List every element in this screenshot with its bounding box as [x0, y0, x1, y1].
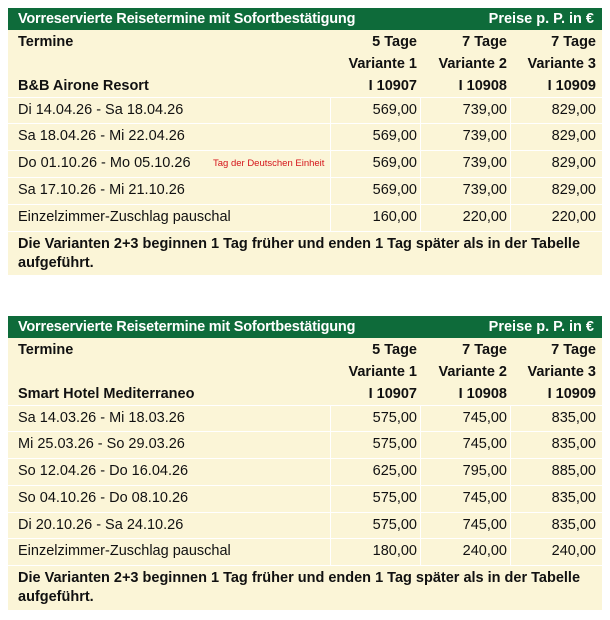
price-cell: 745,00 — [462, 410, 507, 426]
date-range: Mi 25.03.26 - So 29.03.26 — [18, 436, 185, 452]
hotel-name: B&B Airone Resort — [18, 78, 149, 94]
table-title: Vorreservierte Reisetermine mit Sofortbestätigung — [18, 319, 356, 335]
price-cell: 835,00 — [551, 517, 596, 533]
column-label-dates: Termine — [18, 342, 74, 358]
column-variant: Variante 3 — [527, 364, 596, 380]
table-row — [8, 485, 602, 512]
price-note: Preise p. P. in € — [488, 319, 594, 335]
date-range: Sa 14.03.26 - Mi 18.03.26 — [18, 410, 185, 426]
price-cell: 835,00 — [551, 410, 596, 426]
table-row — [8, 123, 602, 150]
row-divider — [8, 565, 602, 566]
price-cell: 739,00 — [462, 155, 507, 171]
date-range: So 04.10.26 - Do 08.10.26 — [18, 490, 189, 506]
surcharge-row — [8, 538, 602, 565]
price-cell: 745,00 — [462, 490, 507, 506]
column-code: I 10909 — [547, 78, 596, 94]
price-cell: 220,00 — [462, 209, 507, 225]
date-range: Di 14.04.26 - Sa 18.04.26 — [18, 102, 184, 118]
price-cell: 575,00 — [372, 410, 417, 426]
price-cell: 829,00 — [551, 102, 596, 118]
date-range: So 12.04.26 - Do 16.04.26 — [18, 463, 189, 479]
date-range: Sa 17.10.26 - Mi 21.10.26 — [18, 182, 185, 198]
table-row — [8, 97, 602, 123]
price-cell: 829,00 — [551, 182, 596, 198]
date-range: Sa 18.04.26 - Mi 22.04.26 — [18, 128, 185, 144]
price-cell: 575,00 — [372, 517, 417, 533]
column-duration: 7 Tage — [551, 342, 596, 358]
column-label-dates: Termine — [18, 34, 74, 50]
price-cell: 739,00 — [462, 182, 507, 198]
date-range: Do 01.10.26 - Mo 05.10.26 — [18, 155, 191, 171]
column-duration: 5 Tage — [372, 34, 417, 50]
footnote: Die Varianten 2+3 beginnen 1 Tag früher und enden 1 Tag später als in der Tabelle aufgeführt. — [18, 570, 581, 605]
holiday-note: Tag der Deutschen Einheit — [213, 158, 325, 169]
column-code: I 10907 — [368, 386, 417, 402]
hotel-name: Smart Hotel Mediterraneo — [18, 386, 195, 402]
table-row — [8, 458, 602, 485]
surcharge-label: Einzelzimmer-Zuschlag pauschal — [18, 209, 231, 225]
price-cell: 795,00 — [462, 463, 507, 479]
price-cell: 739,00 — [462, 102, 507, 118]
column-duration: 5 Tage — [372, 342, 417, 358]
table-row — [8, 512, 602, 538]
column-duration: 7 Tage — [462, 34, 507, 50]
price-cell: 829,00 — [551, 128, 596, 144]
surcharge-label: Einzelzimmer-Zuschlag pauschal — [18, 543, 231, 559]
price-cell: 569,00 — [372, 102, 417, 118]
column-code: I 10909 — [547, 386, 596, 402]
column-duration: 7 Tage — [462, 342, 507, 358]
column-variant: Variante 3 — [527, 56, 596, 72]
table-row — [8, 177, 602, 204]
price-table-airone — [8, 8, 602, 275]
price-cell: 835,00 — [551, 490, 596, 506]
table-header-bar — [8, 316, 602, 338]
table-row — [8, 405, 602, 431]
column-code: I 10908 — [458, 78, 507, 94]
column-variant: Variante 1 — [348, 56, 417, 72]
price-cell: 835,00 — [551, 436, 596, 452]
price-note: Preise p. P. in € — [488, 11, 594, 27]
row-divider — [8, 231, 602, 232]
table-row — [8, 431, 602, 458]
column-code: I 10907 — [368, 78, 417, 94]
price-cell: 569,00 — [372, 182, 417, 198]
footnote: Die Varianten 2+3 beginnen 1 Tag früher und enden 1 Tag später als in der Tabelle aufgeführt. — [18, 236, 581, 271]
column-variant: Variante 1 — [348, 364, 417, 380]
price-cell: 160,00 — [372, 209, 417, 225]
price-table-mediterraneo — [8, 316, 602, 610]
price-cell: 739,00 — [462, 128, 507, 144]
price-cell: 829,00 — [551, 155, 596, 171]
column-code: I 10908 — [458, 386, 507, 402]
table-row — [8, 150, 602, 177]
price-cell: 180,00 — [372, 543, 417, 559]
price-cell: 575,00 — [372, 490, 417, 506]
price-cell: 220,00 — [551, 209, 596, 225]
price-cell: 575,00 — [372, 436, 417, 452]
price-cell: 625,00 — [372, 463, 417, 479]
price-cell: 240,00 — [551, 543, 596, 559]
column-variant: Variante 2 — [438, 364, 507, 380]
table-header-bar — [8, 8, 602, 30]
surcharge-row — [8, 204, 602, 231]
price-cell: 885,00 — [551, 463, 596, 479]
price-cell: 569,00 — [372, 155, 417, 171]
price-cell: 745,00 — [462, 517, 507, 533]
table-title: Vorreservierte Reisetermine mit Sofortbestätigung — [18, 11, 356, 27]
date-range: Di 20.10.26 - Sa 24.10.26 — [18, 517, 184, 533]
price-cell: 240,00 — [462, 543, 507, 559]
column-variant: Variante 2 — [438, 56, 507, 72]
column-duration: 7 Tage — [551, 34, 596, 50]
price-cell: 745,00 — [462, 436, 507, 452]
price-cell: 569,00 — [372, 128, 417, 144]
